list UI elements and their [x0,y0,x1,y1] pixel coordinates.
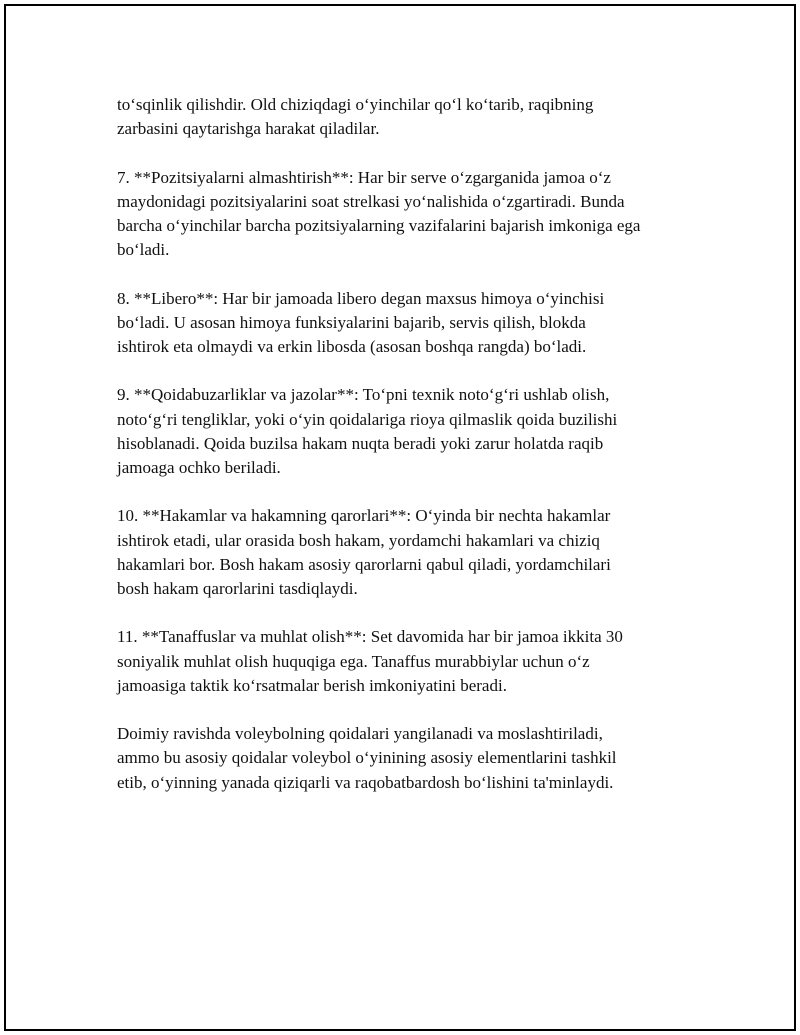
text-line: bo‘ladi. U asosan himoya funksiyalarini bajarib, servis qilish, blokda [117,312,586,332]
document-body [117,93,697,819]
paragraph-conclusion [117,722,697,795]
text-line: 8. **Libero**: Har bir jamoada libero degan maxsus himoya o‘yinchisi [117,288,605,308]
text-line: 10. **Hakamlar va hakamning qarorlari**: O‘yinda bir nechta hakamlar [117,506,611,526]
text-line: Doimiy ravishda voleybolning qoidalari yangilanadi va moslashtiriladi, [117,724,603,744]
text-line: 9. **Qoidabuzarliklar va jazolar**: To‘pni texnik noto‘g‘ri ushlab olish, [117,385,610,405]
text-line: etib, o‘yinning yanada qiziqarli va raqobatbardosh bo‘lishini ta'minlaydi. [117,772,614,792]
text-line: hakamlari bor. Bosh hakam asosiy qarorlarni qabul qiladi, yordamchilari [117,554,611,574]
text-line: jamoaga ochko beriladi. [117,458,281,477]
text-line: zarbasini qaytarishga harakat qiladilar. [117,119,380,139]
paragraph-rule-7-rotation [117,166,697,263]
paragraph-rule-9-faults [117,383,697,480]
text-line: bo‘ladi. [117,240,170,260]
text-line: 7. **Pozitsiyalarni almashtirish**: Har bir serve o‘zgarganida jamoa o‘z [117,167,611,187]
text-line: hisoblanadi. Qoida buzilsa hakam nuqta beradi yoki zarur holatda raqib [117,433,604,453]
text-line: to‘sqinlik qilishdir. Old chiziqdagi o‘yinchilar qo‘l ko‘tarib, raqibning [117,95,594,114]
paragraph-rule-11-timeouts [117,625,697,698]
text-line: jamoasiga taktik ko‘rsatmalar berish imkoniyatini beradi. [117,675,507,695]
text-line: ishtirok eta olmaydi va erkin libosda (asosan boshqa rangda) bo‘ladi. [117,337,587,356]
text-line: maydonidagi pozitsiyalarini soat strelkasi yo‘nalishida o‘zgartiradi. Bunda [117,191,625,211]
paragraph-rule-8-libero [117,287,697,360]
paragraph-blocking-continuation [117,93,697,141]
text-line: noto‘g‘ri tengliklar, yoki o‘yin qoidalariga rioya qilmaslik qoida buzilishi [117,409,618,429]
text-line: bosh hakam qarorlarini tasdiqlaydi. [117,579,358,598]
text-line: ishtirok etadi, ular orasida bosh hakam, yordamchi hakamlari va chiziq [117,530,600,550]
text-line: soniyalik muhlat olish huquqiga ega. Tanaffus murabbiylar uchun o‘z [117,651,590,671]
text-line: barcha o‘yinchilar barcha pozitsiyalarning vazifalarini bajarish imkoniga ega [117,216,641,235]
paragraph-rule-10-referees [117,504,697,601]
text-line: ammo bu asosiy qoidalar voleybol o‘yinining asosiy elementlarini tashkil [117,748,617,768]
text-line: 11. **Tanaffuslar va muhlat olish**: Set davomida har bir jamoa ikkita 30 [117,627,623,647]
